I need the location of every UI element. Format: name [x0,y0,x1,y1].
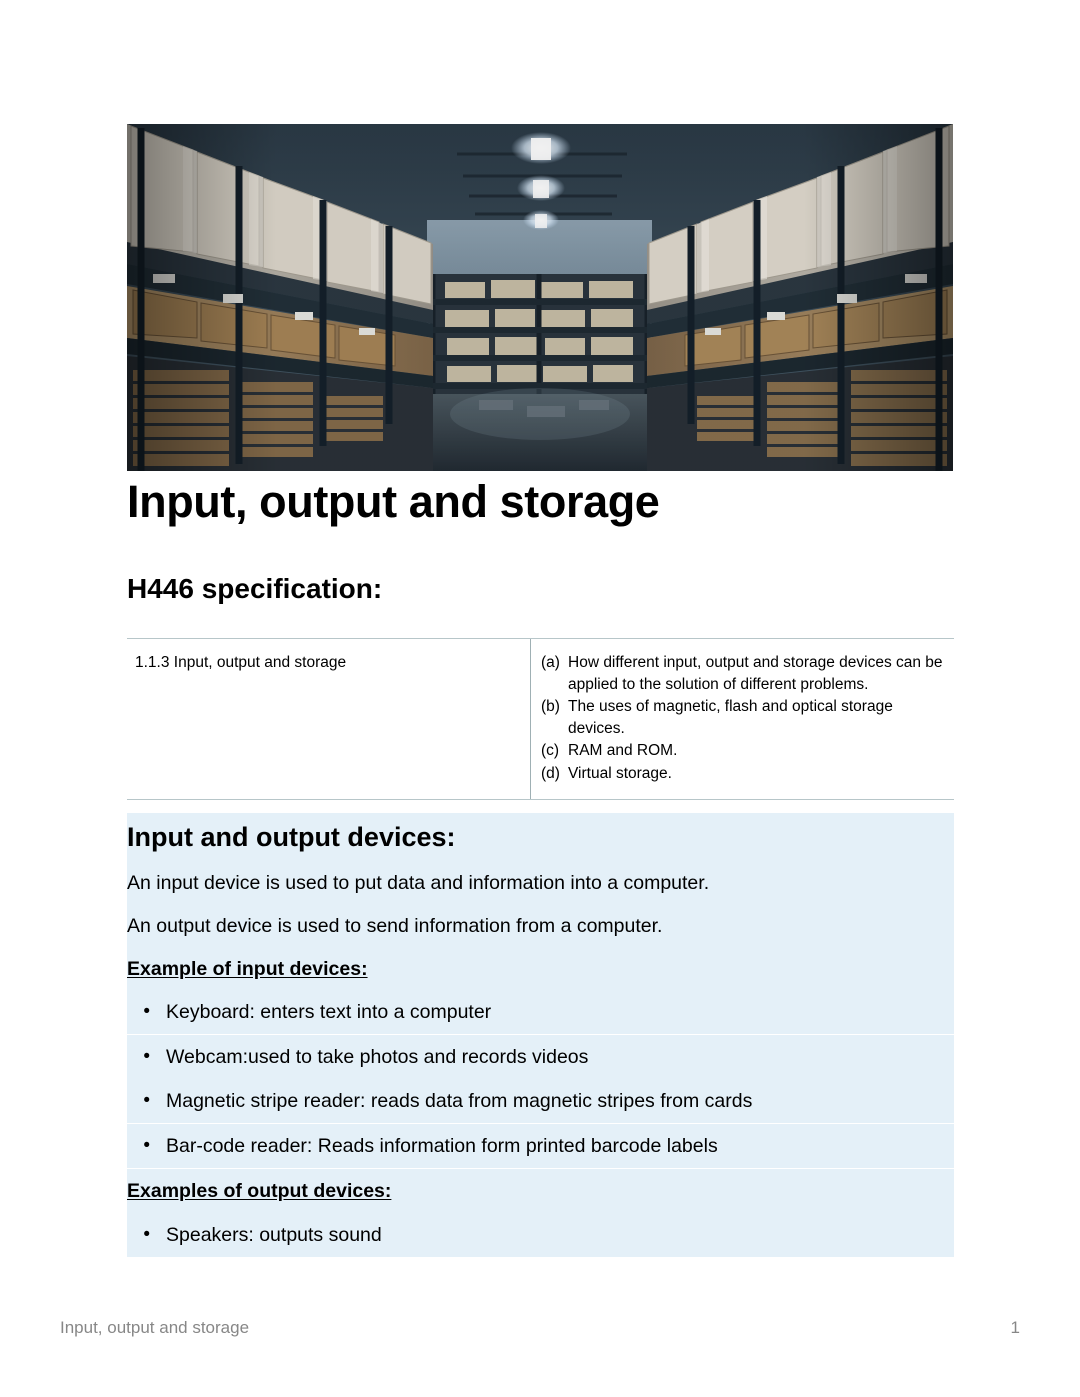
bullet-icon: • [143,1090,150,1111]
page-footer [60,1318,1020,1338]
spec-code-cell: 1.1.3 Input, output and storage [127,639,531,799]
spec-point-marker: (b) [541,698,560,715]
spec-subtitle: H446 specification: [127,573,383,604]
bullet-icon: • [143,1046,150,1067]
list-item [127,1079,954,1123]
spec-point-text: How different input, output and storage devices can be applied to the solution of different problems. [568,654,943,693]
specification-table [127,638,954,800]
paragraph-output-device: An output device is used to send information from a computer. [127,904,954,948]
warehouse-hero-image [127,124,953,471]
list-item [127,1035,954,1079]
list-item-label: Magnetic stripe reader: reads data from magnetic stripes from cards [166,1090,753,1112]
spec-points-cell [531,639,954,799]
warehouse-illustration [127,124,953,471]
list-item-label: Speakers: outputs sound [166,1224,382,1246]
list-item [127,1124,954,1168]
spec-point [541,763,946,785]
bullet-icon: • [143,1224,150,1245]
list-item-label: Bar-code reader: Reads information form printed barcode labels [166,1135,718,1157]
page-title: Input, output and storage [127,476,660,527]
subheading-example-input-devices: Example of input devices: [127,947,954,991]
spec-point-marker: (c) [541,742,560,759]
spec-point [541,740,946,762]
list-item [127,990,954,1034]
footer-title: Input, output and storage [60,1318,250,1337]
paragraph-input-device: An input device is used to put data and information into a computer. [127,861,954,905]
bullet-icon: • [143,1001,150,1022]
list-item-label: Webcam:used to take photos and records videos [166,1046,589,1068]
section-heading-input-output-devices: Input and output devices: [127,813,954,861]
spec-point [541,652,946,695]
spec-point-text: The uses of magnetic, flash and optical storage devices. [568,698,893,737]
subheading-examples-output-devices: Examples of output devices: [127,1169,954,1213]
spec-point-text: Virtual storage. [568,764,672,782]
bullet-icon: • [143,1135,150,1156]
spec-point-text: RAM and ROM. [568,742,678,759]
spec-point-marker: (a) [541,654,560,671]
spec-point [541,696,946,739]
spec-point-marker: (d) [541,764,560,782]
list-item-label: Keyboard: enters text into a computer [166,1001,492,1023]
footer-page-number: 1 [1010,1318,1020,1337]
list-item [127,1213,954,1257]
table-row [127,639,954,799]
